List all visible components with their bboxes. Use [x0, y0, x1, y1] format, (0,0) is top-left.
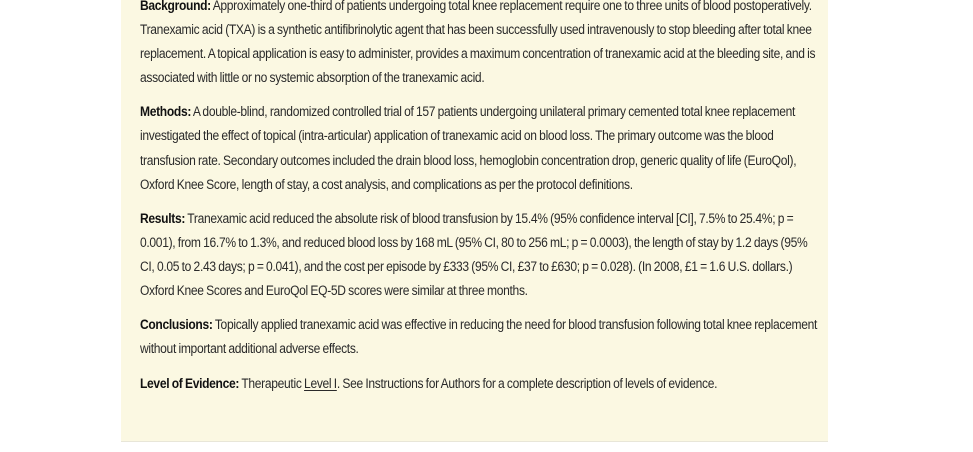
- conclusions-heading: Conclusions:: [140, 317, 213, 333]
- level-of-evidence-text-after: . See Instructions for Authors for a complete description of levels of evidence.: [336, 376, 718, 392]
- results-heading: Results:: [140, 210, 186, 226]
- methods-text: A double-blind, randomized controlled trial of 157 patients undergoing unilateral primary cemented total knee replacement investigated the effect of topical (intra-articular) application of tranexamic acid on blood loss. The primary outcome was the blood transfusion rate. Secondary outcomes included the drain blood loss, hemoglobin concentration drop, generic quality of life (EuroQol), Oxford Knee Score, length of stay, a cost analysis, and complications as per the protocol definitions.: [140, 104, 797, 192]
- divider: [121, 441, 828, 442]
- background-heading: Background:: [140, 0, 211, 13]
- level-of-evidence-link[interactable]: Level I: [304, 376, 337, 392]
- level-of-evidence-heading: Level of Evidence:: [140, 376, 240, 392]
- abstract-content: [140, 0, 822, 396]
- methods-heading: Methods:: [140, 104, 192, 120]
- background-paragraph: [140, 0, 822, 90]
- methods-paragraph: [140, 100, 822, 196]
- level-of-evidence-text-before: Therapeutic: [241, 376, 302, 392]
- level-of-evidence-paragraph: [140, 372, 822, 396]
- results-paragraph: [140, 207, 822, 303]
- conclusions-text: Topically applied tranexamic acid was effective in reducing the need for blood transfusion following total knee replacement without important additional adverse effects.: [140, 317, 818, 357]
- conclusions-paragraph: [140, 313, 822, 361]
- background-text: Approximately one-third of patients undergoing total knee replacement require one to three units of blood postoperatively. Tranexamic acid (TXA) is a synthetic antifibrinolytic agent that has been successfully used intravenously to stop bleeding after total knee replacement. A topical application is easy to administer, provides a maximum concentration of tranexamic acid at the bleeding site, and is associated with little or no systemic absorption of the tranexamic acid.: [140, 0, 816, 86]
- results-text: Tranexamic acid reduced the absolute risk of blood transfusion by 15.4% (95% confidence interval [CI], 7.5% to 25.4%; p = 0.001), from 16.7% to 1.3%, and reduced blood loss by 168 mL (95% CI, 80 to 256 mL; p = 0.0003), the length of stay by 1.2 days (95% CI, 0.05 to 2.43 days; p = 0.041), and the cost per episode by £333 (95% CI, £37 to £630; p = 0.028). (In 2008, £1 = 1.6 U.S. dollars.) Oxford Knee Scores and EuroQol EQ-5D scores were similar at three months.: [140, 210, 808, 299]
